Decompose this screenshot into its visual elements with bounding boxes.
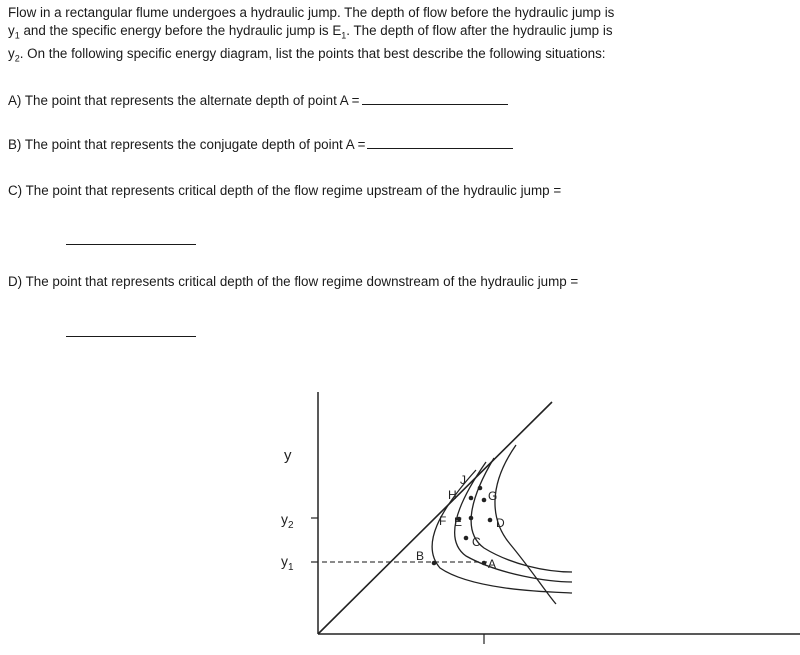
y1-subscript: 1 xyxy=(14,30,20,41)
point-a-label: A xyxy=(488,557,497,571)
question-a-text: A) The point that represents the alternate depth of point A = xyxy=(8,93,360,108)
y-axis-label: y xyxy=(284,447,292,464)
point-e-label: E xyxy=(454,515,463,529)
y1-symbol: y xyxy=(8,23,15,38)
point-j-label: J xyxy=(460,473,466,487)
point-g-label: G xyxy=(488,489,498,503)
point-b-label: B xyxy=(416,549,425,563)
tick-y2-label: $y_2$ xyxy=(281,511,294,531)
intro-line-2b: . The depth of flow after the hydraulic jump is xyxy=(346,23,613,38)
intro-line-2: and the specific energy before the hydraulic jump is E xyxy=(19,23,342,38)
y2-subscript: 2 xyxy=(14,53,20,64)
point-h-label: H xyxy=(448,488,457,502)
point-c-dot xyxy=(464,536,469,541)
point-e-dot xyxy=(469,516,474,521)
e1-subscript: 1 xyxy=(341,30,347,41)
intro-line-1: Flow in a rectangular flume undergoes a hydraulic jump. The depth of flow before the hydraulic jump is xyxy=(8,5,615,20)
point-d-dot xyxy=(488,518,493,523)
question-b-text: B) The point that represents the conjugate depth of point A = xyxy=(8,137,366,152)
point-b-dot xyxy=(432,561,437,566)
energy-curve-3 xyxy=(471,458,572,572)
point-j-dot xyxy=(478,486,483,491)
point-f-label: F xyxy=(439,514,447,528)
question-d-text: D) The point that represents critical depth of the flow regime downstream of the hydraulic jump = xyxy=(8,274,579,289)
energy-equals-depth-line xyxy=(318,402,552,634)
point-c-label: C xyxy=(472,535,481,549)
intro-line-3: . On the following specific energy diagram, list the points that best describe the following situations: xyxy=(19,45,606,61)
point-d-label: D xyxy=(496,516,505,530)
question-c-text: C) The point that represents critical depth of the flow regime upstream of the hydraulic jump = xyxy=(8,183,562,198)
point-h-dot xyxy=(469,496,474,501)
y2-symbol: y xyxy=(8,45,15,61)
tick-y1-label: $y_1$ xyxy=(281,553,294,573)
point-g-dot xyxy=(482,498,487,503)
point-a-dot xyxy=(482,561,487,566)
